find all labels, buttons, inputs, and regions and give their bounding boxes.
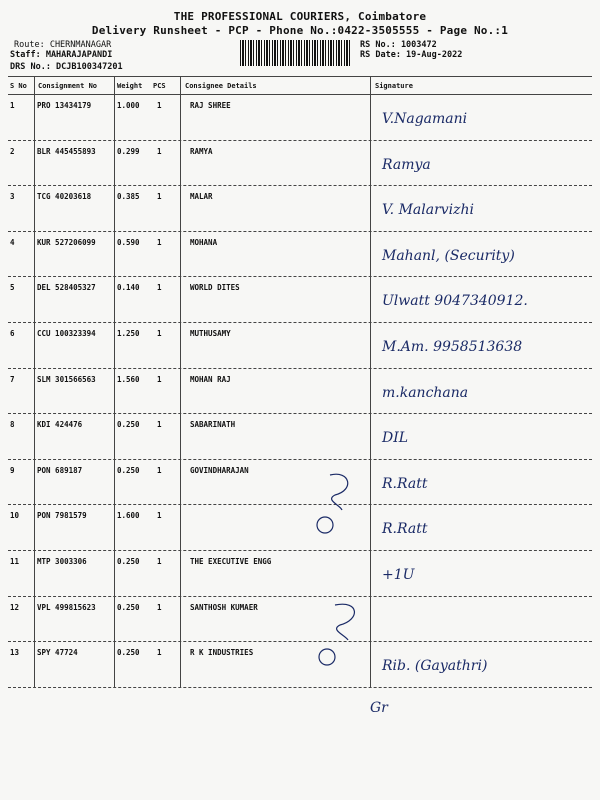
row-consignment-no: DEL 528405327 [37,283,96,293]
row-consignment-no: PON 7981579 [37,511,87,521]
row-pcs: 1 [157,146,162,156]
row-consignee: THE EXECUTIVE ENGG [190,557,272,566]
row-weight: 0.250 [117,557,140,566]
row-divider [8,276,592,277]
row-consignment-no: SPY 47724 [37,648,78,658]
col-consignee: Consignee Details [185,82,257,90]
row-pcs: 1 [157,557,162,566]
company-title: THE PROFESSIONAL COURIERS, Coimbatore [173,10,427,23]
row-sno: 11 [10,557,20,566]
row-consignment-no: KUR 527206099 [37,237,96,247]
row-sno: 12 [10,602,20,612]
row-consignee: SABARINATH [190,420,236,430]
row-sno: 7 [10,374,15,384]
row-pcs: 1 [157,237,162,247]
row-consignment-no: MTP 3003306 [37,557,87,566]
row-signature: R.Ratt [382,521,428,538]
row-consignee: RAMYA [190,146,213,156]
row-consignee: MALAR [190,192,213,202]
row-divider [8,231,592,232]
row-weight: 0.299 [117,146,140,156]
row-pcs: 1 [157,374,162,384]
row-pcs: 1 [157,420,162,430]
row-weight: 1.250 [117,329,140,338]
row-pcs: 1 [157,101,162,110]
row-sno: 4 [10,237,15,247]
row-pcs: 1 [157,329,162,338]
row-divider [8,413,592,414]
row-consignment-no: TCG 40203618 [37,192,92,202]
row-signature: m.kanchana [382,384,469,401]
row-divider [8,185,592,186]
row-weight: 0.250 [117,420,140,430]
row-signature: Ulwatt 9047340912. [382,293,528,310]
row-signature: Rib. (Gayathri) [382,658,488,675]
row-signature: M.Am. 9958513638 [382,339,523,355]
row-divider [8,459,592,460]
row-signature: DIL [382,430,409,447]
row-weight: 0.250 [117,602,140,612]
row-consignment-no: CCU 100323394 [37,329,96,338]
header-top-rule [8,76,592,77]
row-consignment-no: VPL 499815623 [37,602,96,612]
row-sno: 5 [10,283,15,293]
rs-number: RS No.: 1003472 [360,40,437,50]
row-pcs: 1 [157,465,162,475]
footer-signature: Gr [370,700,388,716]
col-sno: S No [10,82,27,90]
row-divider [8,140,592,141]
col-signature: Signature [375,82,413,90]
row-consignee: MUTHUSAMY [190,329,231,338]
row-pcs: 1 [157,283,162,293]
row-weight: 0.250 [117,648,140,658]
row-sno: 9 [10,465,15,475]
row-weight: 0.590 [117,237,140,247]
row-weight: 1.000 [117,101,140,110]
row-signature: R.Ratt [382,475,428,492]
row-pcs: 1 [157,511,162,521]
row-weight: 0.250 [117,465,140,475]
row-consignment-no: KDI 424476 [37,420,83,430]
row-divider [8,322,592,323]
row-sno: 10 [10,511,20,521]
row-divider [8,687,592,688]
row-sno: 13 [10,648,20,658]
row-signature: Mahanl, (Security) [382,247,515,264]
row-consignment-no: PON 689187 [37,465,83,475]
row-consignee: GOVINDHARAJAN [190,465,249,475]
row-divider [8,368,592,369]
row-sno: 1 [10,101,15,110]
staff-label: Staff: MAHARAJAPANDI [10,50,113,60]
row-consignment-no: BLR 445455893 [37,146,96,156]
row-consignee: RAJ SHREE [190,101,231,110]
row-sno: 6 [10,329,15,338]
row-pcs: 1 [157,648,162,658]
row-weight: 0.385 [117,192,140,202]
row-sno: 2 [10,146,15,156]
handwritten-marks [300,465,370,685]
row-weight: 1.600 [117,511,140,521]
row-sno: 3 [10,192,15,202]
header-bottom-rule [8,94,592,95]
row-signature: V. Malarvizhi [382,202,475,219]
row-consignee: R K INDUSTRIES [190,648,254,658]
runsheet-title: Delivery Runsheet - PCP - Phone No.:0422-3505555 - Page No.:1 [91,24,509,37]
row-consignee: MOHANA [190,237,218,247]
row-weight: 0.140 [117,283,140,293]
row-consignment-no: SLM 301566563 [37,374,96,384]
row-consignee: MOHAN RAJ [190,374,231,384]
route-label: Route: CHERNMANAGAR [14,40,112,50]
row-consignee: SANTHOSH KUMAER [190,602,258,612]
row-pcs: 1 [157,192,162,202]
drs-number: DRS No.: DCJB100347201 [10,62,123,72]
row-consignment-no: PRO 13434179 [37,101,92,110]
row-pcs: 1 [157,602,162,612]
row-signature: Ramya [382,156,431,173]
col-pcs: PCS [153,82,166,90]
rs-date: RS Date: 19-Aug-2022 [360,50,463,60]
col-consignment: Consignment No [38,82,98,90]
row-signature: V.Nagamani [382,111,468,127]
col-weight: Weight [117,82,143,90]
row-sno: 8 [10,420,15,430]
row-weight: 1.560 [117,374,140,384]
barcode [240,40,352,66]
row-signature: +1U [382,567,415,583]
row-consignee: WORLD DITES [190,283,240,293]
